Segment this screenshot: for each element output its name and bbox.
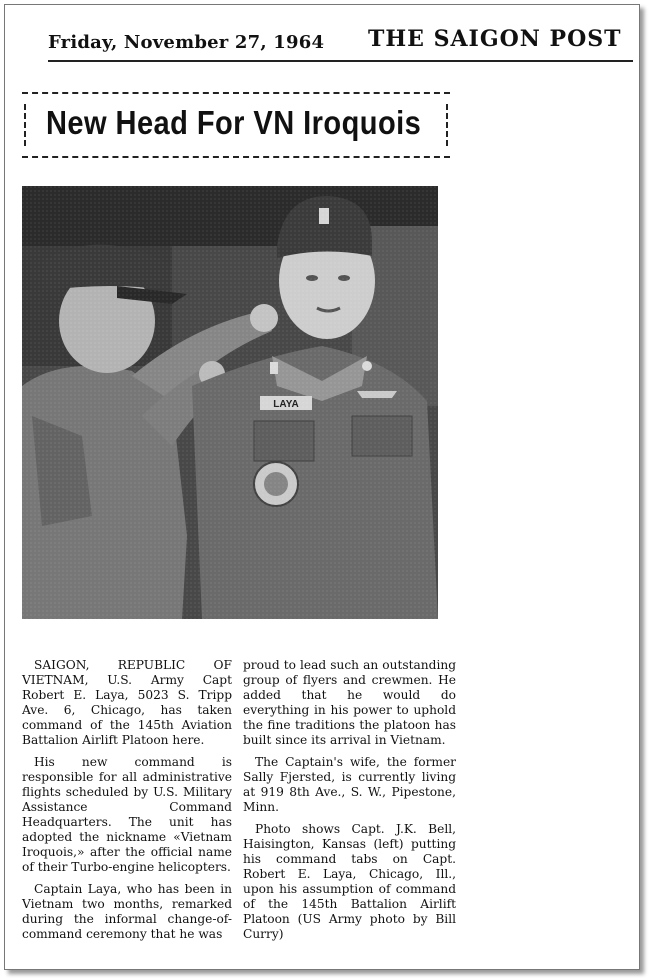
news-photo bbox=[22, 186, 438, 619]
headline: New Head For VN Iroquois bbox=[46, 104, 422, 141]
article-paragraph: His new command is responsible for all administrative flights scheduled by U.S. Military Assistance Command Headquarters. The unit has adopted the nickname «Vietnam Iroquois,» after the official name of their Turbo-engine helicopters. bbox=[22, 755, 232, 874]
photo-illustration bbox=[22, 186, 438, 619]
name-tag-text: LAYA bbox=[273, 399, 299, 410]
article-column-right bbox=[243, 658, 456, 949]
article-paragraph: SAIGON, REPUBLIC OF VIETNAM, U.S. Army Capt Robert E. Laya, 5023 S. Tripp Ave. 6, Chicago, has taken command of the 145th Aviation Battalion Airlift Platoon here. bbox=[22, 658, 232, 747]
article-paragraph: Captain Laya, who has been in Vietnam two months, remarked during the informal change-of-command ceremony that he was bbox=[22, 882, 232, 941]
newspaper-name: THE SAIGON POST bbox=[368, 26, 622, 52]
headline-box bbox=[22, 92, 450, 158]
masthead bbox=[48, 22, 633, 62]
article-column-left bbox=[22, 658, 232, 949]
issue-date: Friday, November 27, 1964 bbox=[48, 32, 325, 53]
article-paragraph: proud to lead such an outstanding group of flyers and crewmen. He added that he would do everything in his power to uphold the fine traditions the platoon has built since its arrival in Vietnam. bbox=[243, 658, 456, 747]
article-paragraph: Photo shows Capt. J.K. Bell, Haisington, Kansas (left) putting his command tabs on Capt. Robert E. Laya, Chicago, Ill., upon his assumption of command of the 145th Battalion Airlift Platoon (US Army photo by Bill Curry) bbox=[243, 822, 456, 941]
article-paragraph: The Captain's wife, the former Sally Fjersted, is currently living at 919 8th Ave., S. W., Pipestone, Minn. bbox=[243, 755, 456, 814]
